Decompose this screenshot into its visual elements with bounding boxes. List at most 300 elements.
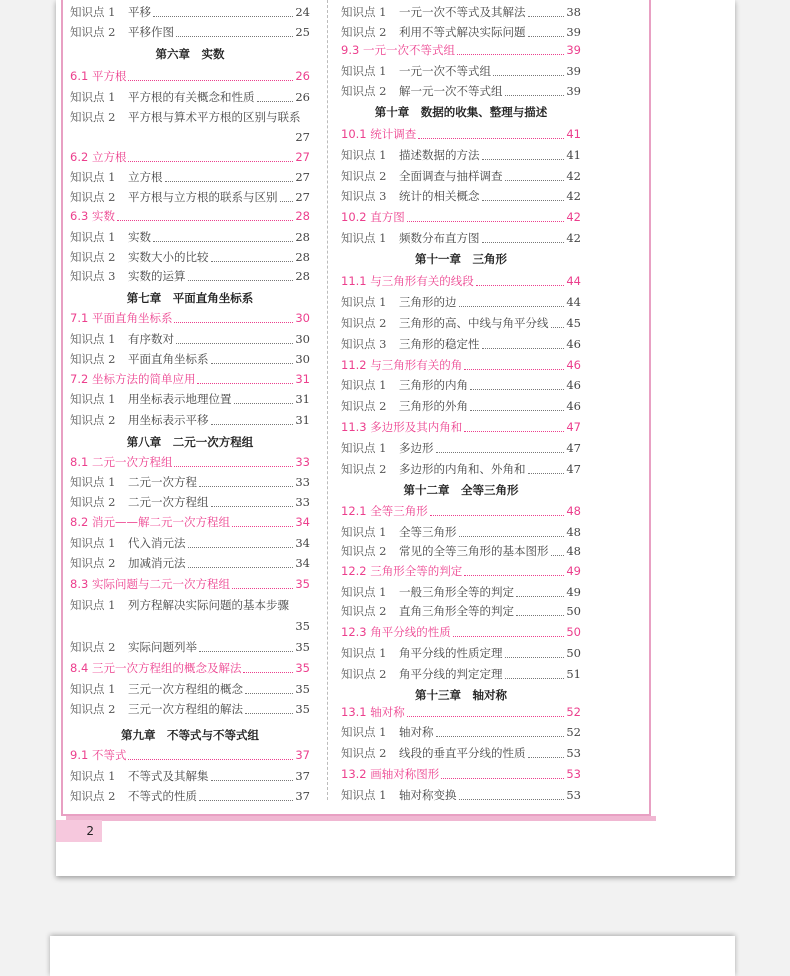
toc-point-label: 知识点 2 xyxy=(341,604,387,618)
toc-entry-title: 平方根的有关概念和性质 xyxy=(128,90,255,104)
toc-section-entry[interactable] xyxy=(70,745,310,765)
leader-dots xyxy=(505,677,565,679)
leader-dots xyxy=(280,200,294,202)
toc-page-number: 48 xyxy=(566,544,581,558)
toc-knowledge-point[interactable] xyxy=(341,313,581,333)
toc-point-label: 知识点 1 xyxy=(341,64,387,78)
toc-point-label: 知识点 1 xyxy=(341,378,387,392)
toc-knowledge-point[interactable] xyxy=(341,375,581,395)
toc-entry-title: 角平分线的判定定理 xyxy=(399,667,503,681)
toc-knowledge-point[interactable] xyxy=(70,410,310,430)
toc-point-label: 知识点 1 xyxy=(341,5,387,19)
toc-entry-title: 8.3 实际问题与二元一次方程组 xyxy=(70,577,230,591)
toc-entry-title: 三角形的外角 xyxy=(399,399,468,413)
toc-knowledge-point[interactable] xyxy=(70,533,310,553)
toc-page-number: 39 xyxy=(566,43,581,57)
toc-point-label: 知识点 2 xyxy=(341,667,387,681)
toc-entry-title: 列方程解决实际问题的基本步骤 xyxy=(128,598,289,612)
toc-point-label: 知识点 1 xyxy=(70,536,116,550)
toc-page-number: 47 xyxy=(566,441,581,455)
toc-page-number: 27 xyxy=(295,150,310,164)
leader-dots xyxy=(174,321,293,323)
frame-shadow xyxy=(66,816,656,821)
toc-knowledge-point[interactable] xyxy=(341,438,581,458)
toc-point-label: 知识点 2 xyxy=(70,250,116,264)
toc-entry-title: 轴对称变换 xyxy=(399,788,457,802)
leader-dots xyxy=(407,220,565,222)
toc-knowledge-point[interactable] xyxy=(70,786,310,806)
leader-dots xyxy=(459,798,565,800)
toc-point-label: 知识点 2 xyxy=(341,544,387,558)
toc-page-number: 46 xyxy=(566,378,581,392)
toc-knowledge-point[interactable] xyxy=(341,145,581,165)
toc-page-number: 49 xyxy=(566,564,581,578)
toc-point-label: 知识点 2 xyxy=(70,413,116,427)
toc-entry-title: 一元一次不等式组 xyxy=(399,64,491,78)
leader-dots xyxy=(245,692,293,694)
leader-dots xyxy=(516,595,564,597)
toc-page-number: 47 xyxy=(566,462,581,476)
toc-entry-title: 用坐标表示平移 xyxy=(128,413,209,427)
leader-dots xyxy=(232,525,293,527)
toc-page-number: 50 xyxy=(566,625,581,639)
toc-entry-title: 一元一次不等式及其解法 xyxy=(399,5,526,19)
toc-entry-title: 10.2 直方图 xyxy=(341,210,405,224)
toc-knowledge-point[interactable] xyxy=(341,459,581,479)
toc-entry-title: 平方根与立方根的联系与区别 xyxy=(128,190,278,204)
toc-point-label: 知识点 2 xyxy=(341,316,387,330)
toc-page-number: 39 xyxy=(566,64,581,78)
toc-entry-title: 全等三角形 xyxy=(399,525,457,539)
toc-point-label: 知识点 1 xyxy=(70,475,116,489)
leader-dots xyxy=(128,79,293,81)
leader-dots xyxy=(199,650,293,652)
toc-entry-title: 平方根与算术平方根的区别与联系 xyxy=(128,110,301,124)
toc-point-label: 知识点 1 xyxy=(341,231,387,245)
leader-dots xyxy=(528,472,565,474)
toc-point-label: 知识点 1 xyxy=(341,148,387,162)
toc-knowledge-point[interactable] xyxy=(70,492,310,512)
leader-dots xyxy=(174,465,293,467)
toc-point-label: 知识点 1 xyxy=(70,392,116,406)
leader-dots xyxy=(165,180,294,182)
toc-chapter-heading[interactable]: 第七章 平面直角坐标系 xyxy=(126,291,254,305)
leader-dots xyxy=(211,779,294,781)
toc-section-entry[interactable] xyxy=(341,501,581,521)
toc-page-number: 51 xyxy=(566,667,581,681)
toc-point-label: 知识点 1 xyxy=(70,90,116,104)
leader-dots xyxy=(436,451,565,453)
toc-entry-title: 三角形的边 xyxy=(399,295,457,309)
toc-section-entry[interactable] xyxy=(70,308,310,328)
toc-entry-title: 13.2 画轴对称图形 xyxy=(341,767,440,781)
leader-dots xyxy=(199,799,293,801)
toc-knowledge-point[interactable] xyxy=(70,167,310,187)
leader-dots xyxy=(211,362,294,364)
toc-page-number: 45 xyxy=(566,316,581,330)
toc-point-label: 知识点 2 xyxy=(341,746,387,760)
toc-knowledge-point[interactable] xyxy=(341,81,581,101)
toc-page-number: 37 xyxy=(295,789,310,803)
toc-knowledge-point[interactable] xyxy=(70,349,310,369)
toc-entry-title: 11.2 与三角形有关的角 xyxy=(341,358,463,372)
toc-knowledge-point[interactable] xyxy=(341,186,581,206)
toc-page-number: 30 xyxy=(295,311,310,325)
toc-section-entry[interactable] xyxy=(341,207,581,227)
leader-dots xyxy=(464,574,564,576)
toc-entry-title: 8.1 二元一次方程组 xyxy=(70,455,173,469)
toc-page-number: 37 xyxy=(295,769,310,783)
toc-section-entry[interactable] xyxy=(341,355,581,375)
leader-dots xyxy=(188,566,294,568)
toc-knowledge-point[interactable] xyxy=(70,22,310,42)
toc-page-number: 42 xyxy=(566,231,581,245)
toc-page-number: 26 xyxy=(295,90,310,104)
toc-knowledge-point[interactable] xyxy=(341,228,581,248)
toc-knowledge-point[interactable] xyxy=(341,522,581,542)
toc-knowledge-point[interactable] xyxy=(70,472,310,492)
toc-page-number: 35 xyxy=(295,577,310,591)
toc-entry-title: 9.3 一元一次不等式组 xyxy=(341,43,455,57)
toc-page-number: 42 xyxy=(566,169,581,183)
toc-knowledge-point[interactable] xyxy=(341,541,581,561)
toc-section-entry[interactable] xyxy=(341,622,581,642)
leader-dots xyxy=(528,35,565,37)
toc-page-number: 48 xyxy=(566,525,581,539)
toc-section-entry[interactable] xyxy=(70,206,310,226)
leader-dots xyxy=(243,671,293,673)
toc-entry-title: 线段的垂直平分线的性质 xyxy=(399,746,526,760)
page-number: 2 xyxy=(56,820,102,842)
toc-entry-title: 6.2 立方根 xyxy=(70,150,127,164)
toc-knowledge-point[interactable] xyxy=(70,766,310,786)
toc-page-number: 35 xyxy=(295,661,310,675)
toc-entry-title: 平面直角坐标系 xyxy=(128,352,209,366)
toc-entry-title: 不等式的性质 xyxy=(128,789,197,803)
next-book-page xyxy=(50,936,735,976)
toc-knowledge-point[interactable] xyxy=(70,227,310,247)
toc-chapter-heading[interactable]: 第六章 实数 xyxy=(155,47,225,61)
toc-point-label: 知识点 2 xyxy=(341,169,387,183)
leader-dots xyxy=(464,430,564,432)
toc-knowledge-point[interactable] xyxy=(341,22,581,42)
toc-knowledge-point[interactable] xyxy=(341,664,581,684)
toc-entry-title: 平移 xyxy=(128,5,151,19)
leader-dots xyxy=(457,53,564,55)
toc-entry-title: 多边形 xyxy=(399,441,434,455)
toc-knowledge-point[interactable] xyxy=(70,329,310,349)
toc-page-number: 24 xyxy=(295,5,310,19)
toc-entry-title: 描述数据的方法 xyxy=(399,148,480,162)
toc-point-label: 知识点 3 xyxy=(341,189,387,203)
toc-entry-title: 实际问题列举 xyxy=(128,640,197,654)
toc-page-number: 31 xyxy=(295,413,310,427)
toc-page-number: 34 xyxy=(295,536,310,550)
toc-page-number: 46 xyxy=(566,399,581,413)
toc-page-number: 34 xyxy=(295,515,310,529)
toc-page-number: 44 xyxy=(566,295,581,309)
toc-point-label: 知识点 2 xyxy=(70,556,116,570)
leader-dots xyxy=(482,158,565,160)
toc-knowledge-point[interactable] xyxy=(70,389,310,409)
leader-dots xyxy=(441,777,564,779)
leader-dots xyxy=(528,756,565,758)
toc-entry-title: 7.2 坐标方法的简单应用 xyxy=(70,372,196,386)
leader-dots xyxy=(470,388,564,390)
toc-point-label: 知识点 3 xyxy=(341,337,387,351)
toc-entry-title: 11.1 与三角形有关的线段 xyxy=(341,274,474,288)
leader-dots xyxy=(459,535,565,537)
toc-chapter-heading[interactable]: 第十三章 轴对称 xyxy=(415,688,507,702)
toc-page-number: 53 xyxy=(566,788,581,802)
toc-page-number: 53 xyxy=(566,746,581,760)
toc-section-entry[interactable] xyxy=(70,574,310,594)
toc-knowledge-point[interactable] xyxy=(70,595,310,615)
leader-dots xyxy=(188,279,294,281)
toc-page-number: 42 xyxy=(566,189,581,203)
leader-dots xyxy=(470,409,564,411)
toc-point-label: 知识点 1 xyxy=(70,769,116,783)
toc-entry-title: 实数大小的比较 xyxy=(128,250,209,264)
toc-page-number: 35 xyxy=(295,640,310,654)
toc-entry-title: 角平分线的性质定理 xyxy=(399,646,503,660)
toc-section-entry[interactable] xyxy=(70,147,310,167)
toc-knowledge-point[interactable] xyxy=(70,107,310,127)
toc-section-entry[interactable] xyxy=(341,124,581,144)
toc-entry-title: 一般三角形全等的判定 xyxy=(399,585,514,599)
toc-knowledge-point[interactable] xyxy=(341,643,581,663)
toc-entry-title: 统计的相关概念 xyxy=(399,189,480,203)
toc-section-entry[interactable] xyxy=(70,658,310,678)
toc-section-entry[interactable] xyxy=(70,512,310,532)
leader-dots xyxy=(493,74,564,76)
leader-dots xyxy=(176,342,293,344)
leader-dots xyxy=(430,514,565,516)
toc-knowledge-point[interactable] xyxy=(70,2,310,22)
leader-dots xyxy=(257,100,294,102)
toc-page-number: 44 xyxy=(566,274,581,288)
toc-page-number: 28 xyxy=(295,230,310,244)
toc-point-label: 知识点 2 xyxy=(70,352,116,366)
leader-dots xyxy=(197,382,293,384)
toc-chapter-heading[interactable]: 第八章 二元一次方程组 xyxy=(126,435,254,449)
toc-page-number: 47 xyxy=(566,420,581,434)
leader-dots xyxy=(232,587,293,589)
toc-page-continuation[interactable] xyxy=(70,127,310,147)
toc-page-number: 46 xyxy=(566,337,581,351)
toc-entry-title: 8.2 消元——解二元一次方程组 xyxy=(70,515,230,529)
toc-knowledge-point[interactable] xyxy=(70,553,310,573)
leader-dots xyxy=(153,240,293,242)
toc-page-number: 26 xyxy=(295,69,310,83)
leader-dots xyxy=(436,735,565,737)
toc-chapter-heading[interactable]: 第十一章 三角形 xyxy=(415,252,507,266)
toc-entry-title: 代入消元法 xyxy=(128,536,186,550)
leader-dots xyxy=(211,423,294,425)
toc-page-number: 25 xyxy=(295,25,310,39)
toc-knowledge-point[interactable] xyxy=(341,785,581,805)
toc-knowledge-point[interactable] xyxy=(341,743,581,763)
toc-point-label: 知识点 1 xyxy=(70,230,116,244)
toc-page-number: 39 xyxy=(566,84,581,98)
toc-entry-title: 直角三角形全等的判定 xyxy=(399,604,514,618)
toc-entry-title: 用坐标表示地理位置 xyxy=(128,392,232,406)
toc-knowledge-point[interactable] xyxy=(70,187,310,207)
toc-point-label: 知识点 2 xyxy=(70,110,116,124)
toc-page-number: 53 xyxy=(566,767,581,781)
toc-entry-title: 常见的全等三角形的基本图形 xyxy=(399,544,549,558)
toc-page-number: 42 xyxy=(566,210,581,224)
leader-dots xyxy=(505,656,565,658)
toc-section-entry[interactable] xyxy=(70,452,310,472)
toc-entry-title: 6.3 实数 xyxy=(70,209,115,223)
toc-section-entry[interactable] xyxy=(341,40,581,60)
toc-section-entry[interactable] xyxy=(70,369,310,389)
toc-entry-title: 10.1 统计调查 xyxy=(341,127,417,141)
toc-page-number: 27 xyxy=(295,130,310,144)
leader-dots xyxy=(459,305,565,307)
toc-page-number: 41 xyxy=(566,148,581,162)
toc-point-label: 知识点 2 xyxy=(70,702,116,716)
toc-point-label: 知识点 2 xyxy=(341,399,387,413)
leader-dots xyxy=(505,179,565,181)
toc-page-number: 41 xyxy=(566,127,581,141)
toc-entry-title: 全面调查与抽样调查 xyxy=(399,169,503,183)
toc-knowledge-point[interactable] xyxy=(70,679,310,699)
column-divider xyxy=(327,0,328,800)
toc-page-number: 50 xyxy=(566,604,581,618)
leader-dots xyxy=(482,241,565,243)
toc-knowledge-point[interactable] xyxy=(341,601,581,621)
toc-point-label: 知识点 1 xyxy=(70,170,116,184)
toc-knowledge-point[interactable] xyxy=(341,2,581,22)
toc-entry-title: 12.3 角平分线的性质 xyxy=(341,625,451,639)
toc-point-label: 知识点 2 xyxy=(341,462,387,476)
leader-dots xyxy=(234,402,294,404)
leader-dots xyxy=(476,284,565,286)
toc-point-label: 知识点 1 xyxy=(70,332,116,346)
leader-dots xyxy=(505,94,565,96)
toc-knowledge-point[interactable] xyxy=(70,637,310,657)
leader-dots xyxy=(176,35,293,37)
toc-knowledge-point[interactable] xyxy=(70,247,310,267)
toc-point-label: 知识点 2 xyxy=(70,25,116,39)
toc-entry-title: 7.1 平面直角坐标系 xyxy=(70,311,173,325)
toc-point-label: 知识点 2 xyxy=(341,84,387,98)
toc-knowledge-point[interactable] xyxy=(341,166,581,186)
toc-entry-title: 12.1 全等三角形 xyxy=(341,504,428,518)
toc-section-entry[interactable] xyxy=(341,561,581,581)
toc-entry-title: 不等式及其解集 xyxy=(128,769,209,783)
toc-point-label: 知识点 1 xyxy=(341,646,387,660)
toc-entry-title: 有序数对 xyxy=(128,332,174,346)
leader-dots xyxy=(211,505,294,507)
toc-page-number: 31 xyxy=(295,372,310,386)
toc-entry-title: 平移作图 xyxy=(128,25,174,39)
toc-point-label: 知识点 2 xyxy=(70,495,116,509)
toc-chapter-heading[interactable]: 第九章 不等式与不等式组 xyxy=(121,728,259,742)
leader-dots xyxy=(128,758,293,760)
toc-page-number: 38 xyxy=(566,5,581,19)
leader-dots xyxy=(153,15,293,17)
leader-dots xyxy=(453,635,565,637)
toc-entry-title: 实数的运算 xyxy=(128,269,186,283)
toc-chapter-heading[interactable]: 第十二章 全等三角形 xyxy=(403,483,519,497)
toc-point-label: 知识点 3 xyxy=(70,269,116,283)
toc-chapter-heading[interactable]: 第十章 数据的收集、整理与描述 xyxy=(374,105,548,119)
toc-page-number: 49 xyxy=(566,585,581,599)
toc-section-entry[interactable] xyxy=(341,702,581,722)
toc-page-number: 31 xyxy=(295,392,310,406)
toc-entry-title: 三元一次方程组的概念 xyxy=(128,682,243,696)
leader-dots xyxy=(482,347,565,349)
toc-page-number: 35 xyxy=(295,682,310,696)
toc-point-label: 知识点 1 xyxy=(341,788,387,802)
leader-dots xyxy=(528,15,565,17)
toc-page-number: 33 xyxy=(295,455,310,469)
toc-knowledge-point[interactable] xyxy=(70,699,310,719)
toc-point-label: 知识点 1 xyxy=(70,682,116,696)
toc-point-label: 知识点 1 xyxy=(70,598,116,612)
toc-page-number: 33 xyxy=(295,495,310,509)
toc-entry-title: 三角形的内角 xyxy=(399,378,468,392)
toc-entry-title: 13.1 轴对称 xyxy=(341,705,405,719)
toc-point-label: 知识点 2 xyxy=(341,25,387,39)
toc-knowledge-point[interactable] xyxy=(341,396,581,416)
toc-entry-title: 6.1 平方根 xyxy=(70,69,127,83)
toc-point-label: 知识点 2 xyxy=(70,190,116,204)
leader-dots xyxy=(199,485,293,487)
toc-entry-title: 多边形的内角和、外角和 xyxy=(399,462,526,476)
leader-dots xyxy=(407,715,565,717)
toc-knowledge-point[interactable] xyxy=(70,87,310,107)
toc-entry-title: 三角形的高、中线与角平分线 xyxy=(399,316,549,330)
toc-page-number: 34 xyxy=(295,556,310,570)
toc-section-entry[interactable] xyxy=(341,271,581,291)
toc-knowledge-point[interactable] xyxy=(341,722,581,742)
leader-dots xyxy=(245,712,293,714)
toc-page-number: 27 xyxy=(295,170,310,184)
toc-entry-title: 实数 xyxy=(128,230,151,244)
toc-knowledge-point[interactable] xyxy=(341,292,581,312)
toc-page-number: 30 xyxy=(295,352,310,366)
toc-section-entry[interactable] xyxy=(341,417,581,437)
toc-entry-title: 三角形的稳定性 xyxy=(399,337,480,351)
toc-point-label: 知识点 2 xyxy=(70,640,116,654)
toc-page-number: 28 xyxy=(295,209,310,223)
toc-page-number: 52 xyxy=(566,705,581,719)
toc-page-number: 39 xyxy=(566,25,581,39)
toc-page-number: 28 xyxy=(295,269,310,283)
toc-entry-title: 二元一次方程 xyxy=(128,475,197,489)
toc-point-label: 知识点 1 xyxy=(341,295,387,309)
leader-dots xyxy=(211,260,294,262)
toc-page-number: 50 xyxy=(566,646,581,660)
toc-knowledge-point[interactable] xyxy=(341,334,581,354)
toc-entry-title: 利用不等式解决实际问题 xyxy=(399,25,526,39)
toc-section-entry[interactable] xyxy=(70,66,310,86)
toc-knowledge-point[interactable] xyxy=(70,266,310,286)
toc-page-continuation[interactable] xyxy=(70,616,310,636)
toc-section-entry[interactable] xyxy=(341,764,581,784)
toc-page-number: 48 xyxy=(566,504,581,518)
toc-knowledge-point[interactable] xyxy=(341,582,581,602)
toc-point-label: 知识点 1 xyxy=(341,441,387,455)
toc-knowledge-point[interactable] xyxy=(341,61,581,81)
toc-point-label: 知识点 2 xyxy=(70,789,116,803)
toc-page-number: 35 xyxy=(295,619,310,633)
leader-dots xyxy=(128,160,293,162)
